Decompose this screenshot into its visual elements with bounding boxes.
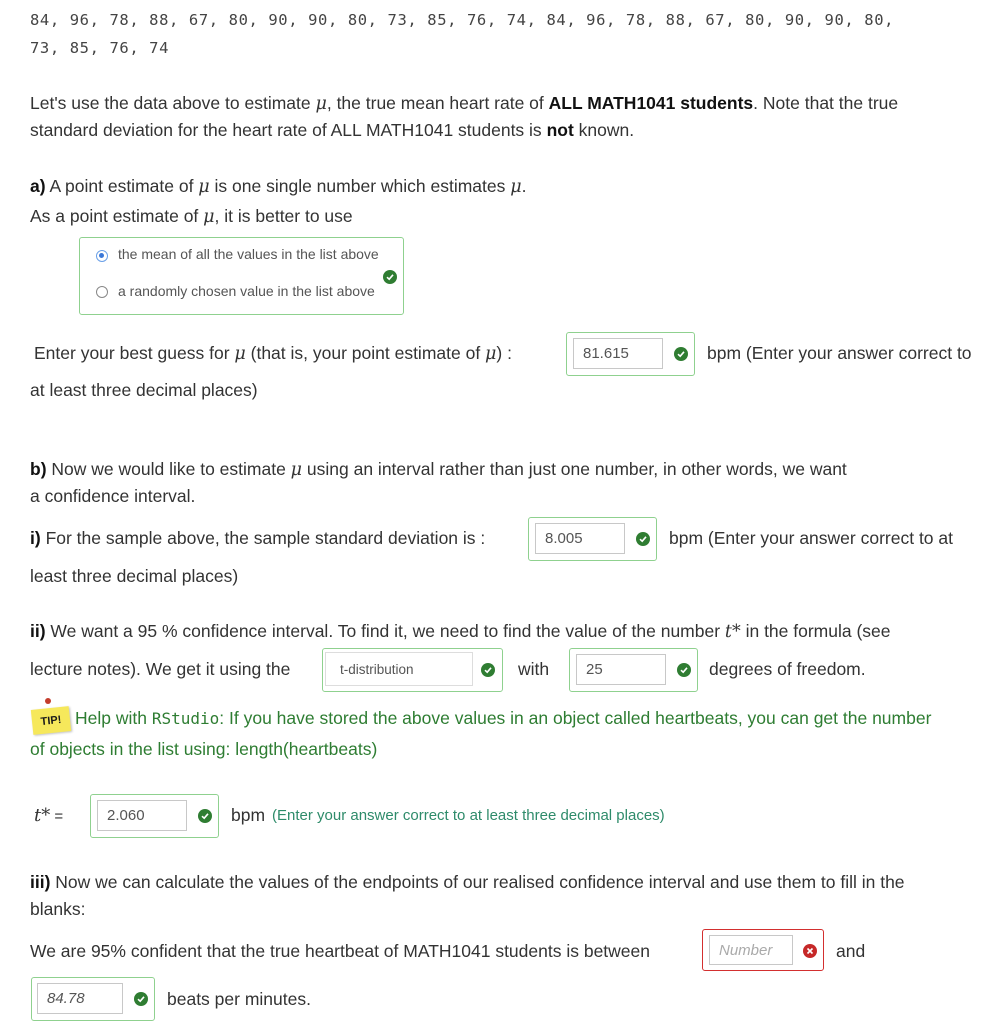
intro-line-1: Let's use the data above to estimate μ, the true mean heart rate of ALL MATH1041 students. Note that the true xyxy=(30,93,899,114)
tstar-note: (Enter your answer correct to at least three decimal places) xyxy=(272,807,665,824)
degrees-of-freedom-text: degrees of freedom. xyxy=(709,659,866,679)
error-icon xyxy=(803,944,817,958)
upper-bound-input[interactable]: 84.78 xyxy=(37,983,123,1014)
sample-sd-answer-box xyxy=(528,517,657,561)
tip-note-icon xyxy=(31,706,71,735)
data-list-line-2: 73, 85, 76, 74 xyxy=(30,39,170,57)
guess-line-2: at least three decimal places) xyxy=(30,380,258,400)
part-a-line-2: As a point estimate of μ, it is better to use xyxy=(30,206,353,227)
tip-line-1: Help with RStudio: If you have stored the above values in an object called heartbeats, you can get the number xyxy=(75,708,932,728)
tstar-label: t* = xyxy=(34,805,64,826)
pin-icon xyxy=(45,698,51,704)
part-b-iii-line-1: iii) Now we can calculate the values of the endpoints of our realised confidence interval and use them to fill in the xyxy=(30,872,905,892)
radio-random-option[interactable] xyxy=(96,286,108,298)
part-a-line-1: a) A point estimate of μ is one single number which estimates μ. xyxy=(30,176,527,197)
with-text: with xyxy=(518,659,550,679)
sample-sd-unit-text: bpm (Enter your answer correct to at xyxy=(669,528,953,548)
distribution-answer-box xyxy=(322,648,503,692)
part-b-ii-line-2: lecture notes). We get it using the xyxy=(30,659,291,679)
lower-bound-answer-box xyxy=(702,929,824,971)
degrees-of-freedom-answer-box xyxy=(569,648,698,692)
check-icon xyxy=(383,270,397,284)
guess-unit-text: bpm (Enter your answer correct to xyxy=(707,343,972,363)
final-text: beats per minutes. xyxy=(167,989,311,1009)
and-text: and xyxy=(836,941,866,961)
radio-random-label[interactable]: a randomly chosen value in the list above xyxy=(118,283,375,299)
tstar-answer-box xyxy=(90,794,219,838)
radio-mean-option[interactable] xyxy=(96,250,108,262)
upper-bound-answer-box xyxy=(31,977,155,1021)
point-estimate-answer-box xyxy=(566,332,695,376)
confidence-statement: We are 95% confident that the true heartbeat of MATH1041 students is between xyxy=(30,941,651,961)
part-b-line-1: b) Now we would like to estimate μ using an interval rather than just one number, in other words, we want xyxy=(30,459,847,480)
check-icon xyxy=(198,809,212,823)
part-b-i-prompt: i) For the sample above, the sample standard deviation is : xyxy=(30,528,486,548)
guess-prompt: Enter your best guess for μ (that is, your point estimate of μ) : xyxy=(34,343,512,364)
intro-line-2: standard deviation for the heart rate of ALL MATH1041 students is not known. xyxy=(30,120,635,140)
check-icon xyxy=(636,532,650,546)
distribution-select[interactable]: t-distribution xyxy=(325,652,473,686)
part-b-i-line-2: least three decimal places) xyxy=(30,566,239,586)
part-b-ii-line-1: ii) We want a 95 % confidence interval. To find it, we need to find the value of the number t* in the formula (see xyxy=(30,621,891,642)
degrees-of-freedom-input[interactable]: 25 xyxy=(576,654,666,685)
tip-line-2: of objects in the list using: length(heartbeats) xyxy=(30,739,378,759)
point-estimate-choice-group xyxy=(79,237,404,315)
tstar-unit: bpm xyxy=(231,805,266,825)
tstar-input[interactable]: 2.060 xyxy=(97,800,187,831)
sample-sd-input[interactable]: 8.005 xyxy=(535,523,625,554)
part-b-line-2: a confidence interval. xyxy=(30,486,196,506)
radio-mean-label[interactable]: the mean of all the values in the list above xyxy=(118,246,379,262)
lower-bound-input[interactable]: Number xyxy=(709,935,793,965)
point-estimate-input[interactable]: 81.615 xyxy=(573,338,663,369)
part-b-iii-line-2: blanks: xyxy=(30,899,86,919)
check-icon xyxy=(674,347,688,361)
check-icon xyxy=(481,663,495,677)
data-list-line-1: 84, 96, 78, 88, 67, 80, 90, 90, 80, 73, 85, 76, 74, 84, 96, 78, 88, 67, 80, 90, 90, 80, xyxy=(30,11,895,29)
check-icon xyxy=(134,992,148,1006)
check-icon xyxy=(677,663,691,677)
tip-badge-text: TIP! xyxy=(40,713,62,728)
